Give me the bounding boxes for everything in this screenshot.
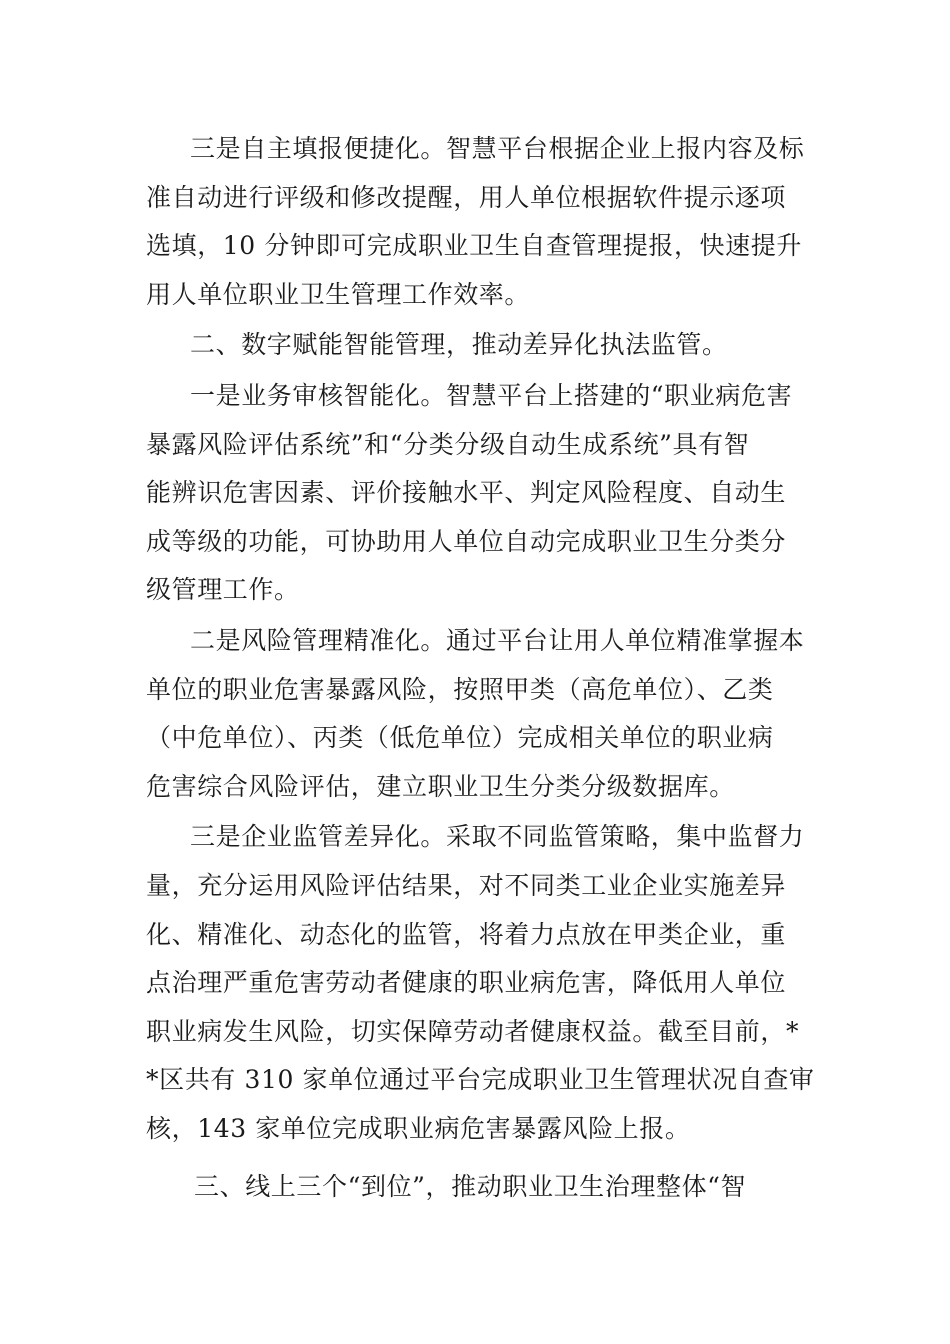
section-heading-3 (146, 1163, 806, 1212)
heading-line: 二、数字赋能智能管理，推动差异化执法监管。 (190, 330, 728, 360)
section-heading-2 (146, 321, 806, 370)
paragraph-line: 化、精准化、动态化的监管，将着力点放在甲类企业，重 (146, 919, 787, 949)
paragraph-line: （中危单位）、丙类（低危单位）完成相关单位的职业病 (146, 723, 774, 753)
paragraph-line: 职业病发生风险，切实保障劳动者健康权益。截至目前，* (146, 1016, 800, 1046)
heading-line: 三、线上三个“到位”，推动职业卫生治理整体“智 (194, 1172, 747, 1202)
paragraph-line: 三是企业监管差异化。采取不同监管策略，集中监督力 (190, 822, 805, 852)
paragraph-line: 一是业务审核智能化。智慧平台上搭建的“职业病危害 (190, 380, 793, 410)
paragraph-self-reporting (146, 125, 806, 319)
paragraph-line: 级管理工作。 (146, 575, 300, 605)
paragraph-differentiated-supervision (146, 813, 815, 1153)
paragraph-line: 三是自主填报便捷化。智慧平台根据企业上报内容及标 (190, 134, 805, 163)
paragraph-line: 选填，10 分钟即可完成职业卫生自查管理提报，快速提升 (146, 231, 802, 261)
paragraph-line: 二是风险管理精准化。通过平台让用人单位精准掌握本 (190, 625, 805, 655)
paragraph-line: 核，143 家单位完成职业病危害暴露风险上报。 (146, 1113, 691, 1143)
paragraph-line: 用人单位职业卫生管理工作效率。 (146, 279, 531, 309)
paragraph-line: 暴露风险评估系统”和“分类分级自动生成系统”具有智 (146, 429, 750, 459)
document-body (146, 125, 815, 1212)
paragraph-line: 能辨识危害因素、评价接触水平、判定风险程度、自动生 (146, 478, 787, 508)
paragraph-line: 准自动进行评级和修改提醒，用人单位根据软件提示逐项 (146, 182, 787, 212)
paragraph-line: 单位的职业危害暴露风险，按照甲类（高危单位）、乙类 (146, 674, 774, 704)
paragraph-line: 量，充分运用风险评估结果，对不同类工业企业实施差异 (146, 870, 787, 900)
paragraph-line: 成等级的功能，可协助用人单位自动完成职业卫生分类分 (146, 526, 787, 556)
paragraph-line: *区共有 310 家单位通过平台完成职业卫生管理状况自查审 (146, 1065, 815, 1095)
paragraph-line: 危害综合风险评估，建立职业卫生分类分级数据库。 (146, 771, 735, 801)
paragraph-risk-management (146, 617, 806, 811)
paragraph-intelligent-review (146, 372, 806, 615)
paragraph-line: 点治理严重危害劳动者健康的职业病危害，降低用人单位 (146, 968, 787, 998)
